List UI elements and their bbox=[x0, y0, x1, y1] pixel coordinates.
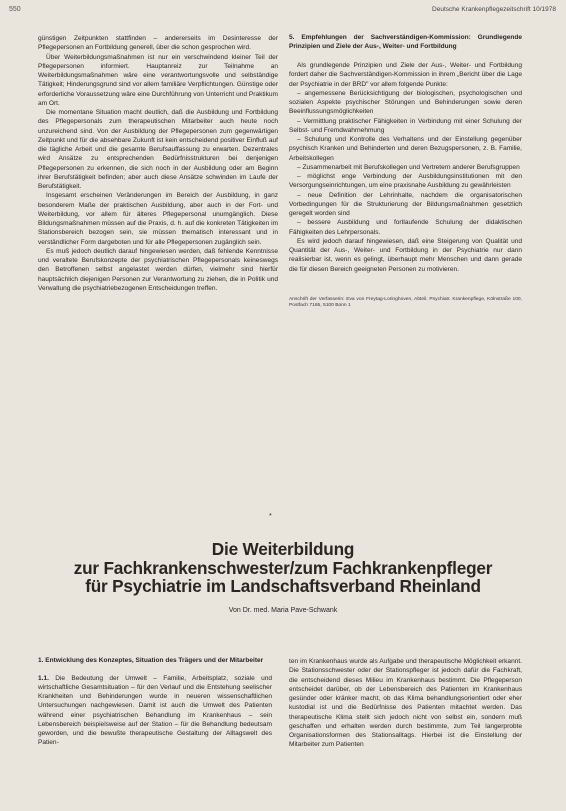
paragraph: Insgesamt erscheinen Veränderungen im Bereich der Ausbildung, in ganz besonderem Maße der praktischen Ausbildung, aber auch in der Fort- und Weiterbildung, vor allem für älteres Pflegepersonal unumgänglich. Diese Bildungsmaßnahmen müssen auf die Praxis, d. h. auf die konkreten Tätigkeiten im Stationsbereich bezogen sein, sie müssen thematisch interessant und in verständlicher Form dargeboten und für alle Pflegepersonen zugänglich sein. bbox=[38, 192, 278, 246]
paragraph: Über Weiterbildungsmaßnahmen ist nur ein verschwindend kleiner Teil der Pflegepersonen informiert. Hauptanreiz zur Teilnahme an Weiterbildungsmaßnahmen wäre eine verantwortungsvolle und selbständige Tätigkeit; Hinderungsgrund sind vor allem familiäre Verpflichtungen. Günstige oder erforderliche Voraussetzung wäre eine Durchführung von Unterricht und Praktikum am Ort. bbox=[38, 53, 278, 107]
list-item: – bessere Ausbildung und fortlaufende Schulung der didaktischen Fähigkeiten des Lehrpersonals. bbox=[289, 219, 522, 236]
section-heading: 1. Entwicklung des Konzeptes, Situation des Trägers und der Mitarbeiter bbox=[38, 657, 264, 664]
list-item: – Zusammenarbeit mit Berufskollegen und Vertretern anderer Berufsgruppen bbox=[297, 163, 520, 171]
right-column bbox=[289, 34, 522, 310]
left-column bbox=[38, 34, 278, 293]
article-title bbox=[0, 540, 566, 596]
paragraph bbox=[38, 674, 272, 748]
title-line: Die Weiterbildung bbox=[211, 539, 355, 559]
title-line: für Psychiatrie im Landschaftsverband Rheinland bbox=[85, 576, 481, 597]
list-item: – Schulung und Kontrolle des Verhaltens und der Einstellung gegenüber psychisch Kranken und Behinderten und deren Bezugspersonen, z. B. Familie, Arbeitskollegen bbox=[289, 136, 522, 162]
section-divider: * bbox=[269, 513, 272, 520]
article-left-column bbox=[38, 657, 272, 748]
paragraph: Als grundlegende Prinzipien und Ziele der Aus-, Weiter- und Fortbildung fordert daher die Sachverständigen-Kommission in ihrem „Bericht über die Lage der Psychiatrie in der BRD" vor allem folgende Punkte: bbox=[289, 62, 522, 88]
paragraph: Die momentane Situation macht deutlich, daß die Ausbildung und Fortbildung des Pflegepersonals zum therapeutischen Mitarbeiter auch heute noch unzureichend sind. Von der Ausbildung der Pflegepersonen zum gegenwärtigen Zeitpunkt und für die absehbare Zukunft ist kein entscheidend positiver Einfluß auf die tägliche Arbeit und die gesamte Berufsauffassung zu erwarten. Dezentrales wird Ansätze zu entsprechenden Bedürfnisstrukturen bei denjenigen Pflegepersonen zu erkennen, die sich noch in der Ausbildung oder am Beginn ihrer Berufstätigkeit befinden; aber auch diese Ansätze schwinden im Laufe der Berufstätigkeit. bbox=[38, 109, 278, 190]
article-author: Von Dr. med. Maria Pave-Schwank bbox=[228, 607, 338, 614]
list-item: – Vermittlung praktischer Fähigkeiten in Verbindung mit einer Schulung der Selbst- und Fremdwahrnehmung bbox=[289, 117, 522, 134]
list-item: – neue Definition der Lehrinhalte, nachdem die organisatorischen Vorbedingungen für die Strukturierung der Bildungsmaßnahmen gesetzlich geregelt worden sind bbox=[289, 191, 522, 218]
paragraph: günstigen Zeitpunkten stattfinden – andererseits im Desinteresse der Pflegepersonen an Fortbildung generell, über die schon gesprochen wird. bbox=[38, 35, 278, 52]
paragraph: ten im Krankenhaus wurde als Aufgabe und therapeutische Möglichkeit erkannt. Die Stationsschwester oder der Stationspfleger ist jedoch dafür die Fachkraft, die entscheidend dieses Milieu im Krankenhaus bestimmt. Die Pflegeperson entscheidet darüber, ob der Lebensbereich des Patienten im Krankenhaus gesünder oder kränker macht, ob das Klima behandlungsorientiert oder eher kustodial ist und die Bedürfnisse des Patienten mitachtet werden. Das therapeutische Klima stellt sich jedoch nicht von selbst ein, sondern muß geschaffen und erhalten werden durch bestimmte, zum Teil langerprobte Organisationsformen des Stationsalltags. Hierbei ist die Einstellung der Mitarbeiter zum Patienten bbox=[289, 658, 522, 749]
title-line: zur Fachkrankenschwester/zum Fachkrankenpfleger bbox=[73, 557, 493, 578]
subsection-number: 1.1. bbox=[38, 674, 49, 682]
page-number: 550 bbox=[9, 6, 21, 13]
journal-header: Deutsche Krankenpflegezeitschrift 10/1978 bbox=[432, 6, 556, 13]
paragraph-text: Die Bedeutung der Umwelt – Familie, Arbeitsplatz, soziale und wirtschaftliche Gesamtsituation – für den Verlauf und die Entstehung seelischer Krankheiten und Behinderungen wurde in neueren wissenschaftlichen Untersuchungen nachgewiesen. Damit ist auch die Umwelt des Patienten während einer psychiatrischen Behandlung im Krankenhaus – sein Lebensbereich beispielsweise auf der Station – für die Behandlung bedeutsam geworden, und die bewußte therapeutische Gestaltung der Alltagswelt des Patien- bbox=[38, 674, 272, 747]
paragraph: Es wird jedoch darauf hingewiesen, daß eine Steigerung von Qualität und Quantität der Aus-, Weiter- und Fortbildung in der Psychiatrie nur dann realisierbar ist, wenn es gelingt, überhaupt mehr Menschen und dann gerade die für diesen Bereich geeigneten Personen zu motivieren. bbox=[289, 237, 522, 273]
list-item: – möglichst enge Verbindung der Ausbildungsinstitutionen mit den Versorgungseinrichtungen, um eine praxisnahe Ausbildung zu gewährleisten bbox=[289, 173, 522, 190]
article-right-column bbox=[289, 657, 522, 750]
section-heading: 5. Empfehlungen der Sachverständigen-Kommission: Grundlegende Prinzipien und Ziele der Aus-, Weiter- und Fortbildung bbox=[289, 34, 522, 50]
paragraph: Es muß jedoch deutlich darauf hingewiesen werden, daß fehlende Kenntnisse und veraltete Berufskonzepte der psychiatrischen Pflegepersonals keineswegs den Betroffenen selbst angelastet werden dürfen, vielmehr sind hierfür hauptsächlich diejenigen Personen zur Verantwortung zu ziehen, die in Politik und Verwaltung die psychiatriebezogenen Entscheidungen treffen. bbox=[38, 247, 278, 292]
author-address-footnote: Anschrift der Verfasserin: Eva von Freytag-Loringhoven, Abteil. Psychiatr. Krankenpflege, Kölnstraße 100, Postfach 7165, 5100 Bonn 1 bbox=[289, 296, 522, 309]
list-item: – angemessene Berücksichtigung der biologischen, psychologischen und sozialen Aspekte psychischer Störungen und Behinderungen sowie deren Beeinflussungsmöglichkeiten bbox=[289, 89, 522, 116]
